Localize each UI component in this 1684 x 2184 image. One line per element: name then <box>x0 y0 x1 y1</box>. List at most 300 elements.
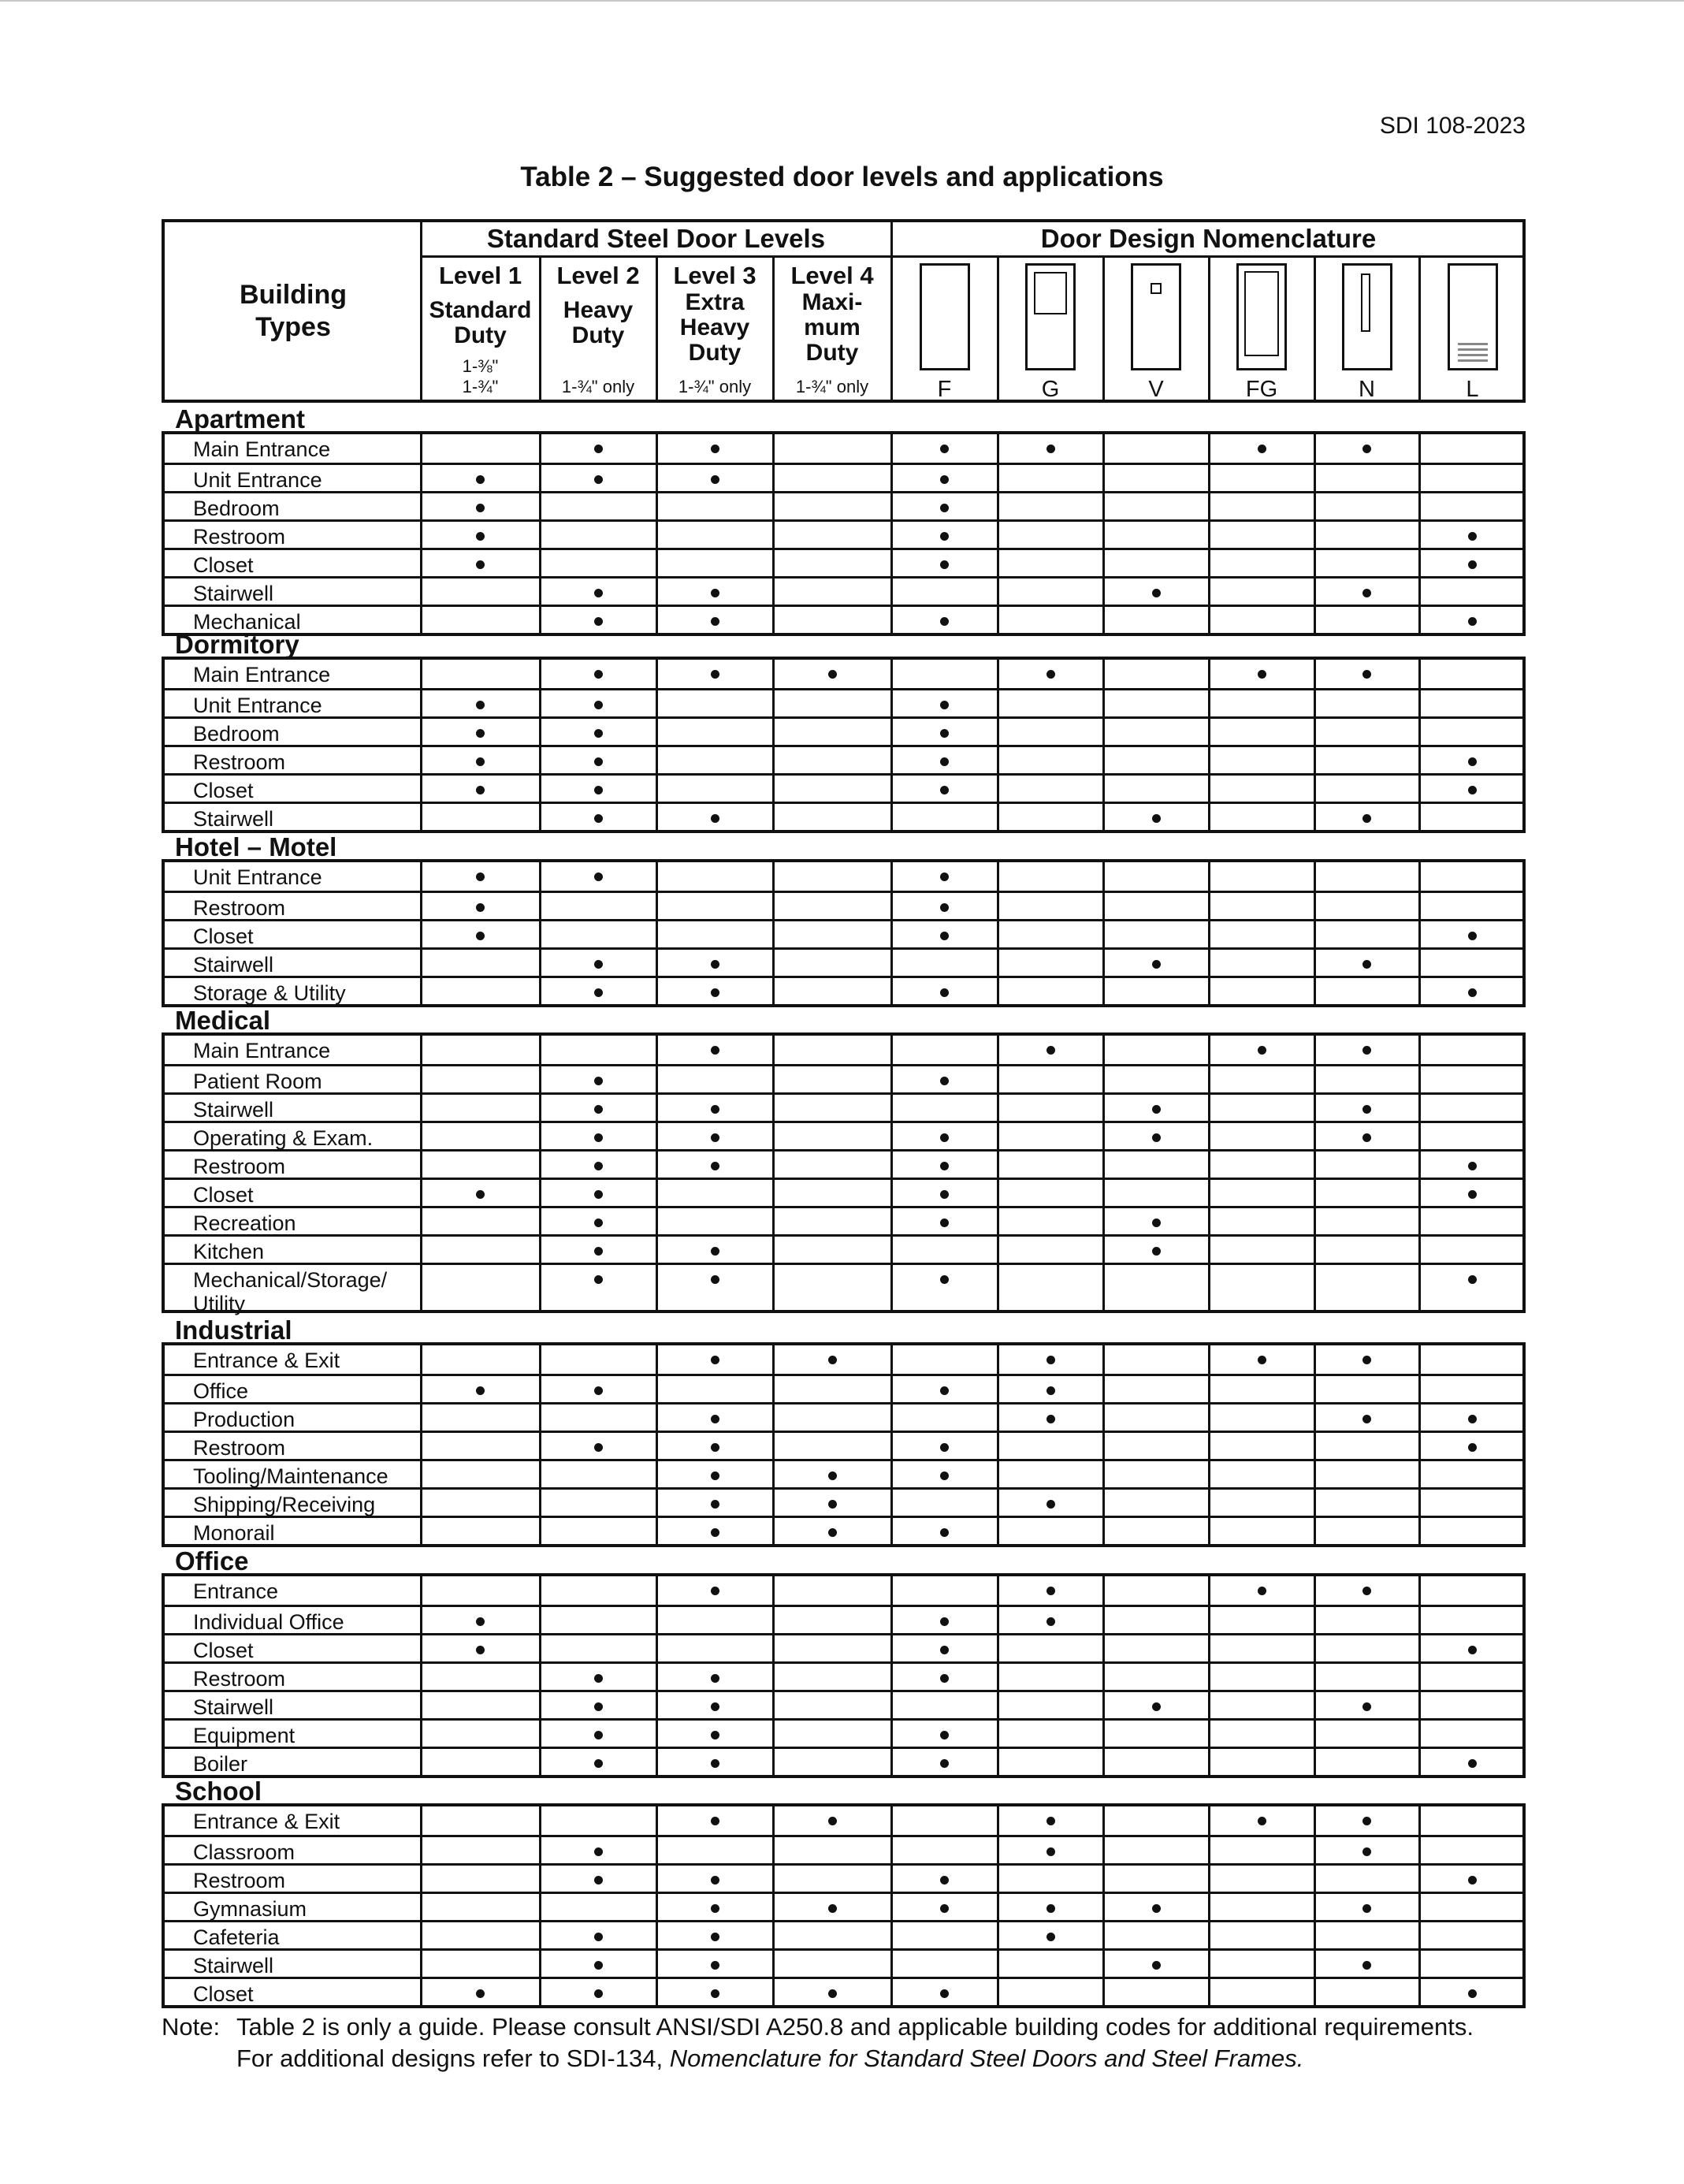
suggested-mark <box>940 988 949 997</box>
table-row <box>165 1920 1522 1951</box>
column-divider <box>1418 1036 1421 1310</box>
row-label <box>193 1211 296 1235</box>
row-label-line: Closet <box>193 1639 254 1662</box>
design-code-f: F <box>937 377 952 402</box>
suggested-mark <box>1362 1817 1371 1825</box>
column-divider <box>539 1036 541 1310</box>
row-label <box>193 468 322 492</box>
table-row <box>165 1605 1522 1635</box>
row-label <box>193 497 280 520</box>
row-label <box>193 1039 330 1062</box>
suggested-mark <box>594 1443 603 1452</box>
suggested-mark <box>594 1077 603 1085</box>
note-line-1: Table 2 is only a guide. Please consult ANSI/SDI A250.8 and applicable building codes for additional requirements. <box>236 2013 1474 2041</box>
suggested-mark <box>940 1731 949 1739</box>
row-label-line: Stairwell <box>193 953 274 977</box>
row-label <box>193 1724 295 1747</box>
column-divider <box>656 1345 658 1544</box>
suggested-mark <box>1468 560 1477 569</box>
level-description-line: Standard <box>429 297 532 323</box>
suggested-mark <box>594 1847 603 1856</box>
row-label <box>193 1521 275 1545</box>
suggested-mark <box>1468 1415 1477 1423</box>
row-label <box>193 953 273 977</box>
suggested-mark <box>1468 1989 1477 1998</box>
suggested-mark <box>828 1356 837 1364</box>
row-label <box>193 865 322 889</box>
row-label-line: Storage & Utility <box>193 981 346 1005</box>
column-divider <box>656 1576 658 1775</box>
row-label-line: Restroom <box>193 525 286 549</box>
row-label <box>193 779 254 802</box>
column-divider <box>890 1036 893 1310</box>
table-row <box>165 1576 1522 1605</box>
row-label <box>193 553 254 577</box>
column-divider <box>997 1036 999 1310</box>
suggested-mark <box>940 872 949 881</box>
table-row <box>165 1863 1522 1894</box>
column-divider <box>1208 1576 1210 1775</box>
row-label <box>193 1639 254 1662</box>
column-divider <box>772 1806 775 2005</box>
suggested-mark <box>1362 960 1371 969</box>
suggested-mark <box>711 1105 719 1114</box>
column-divider <box>1418 434 1421 633</box>
row-label <box>193 1240 264 1263</box>
table-row <box>165 548 1522 579</box>
suggested-mark <box>1046 1904 1055 1913</box>
column-divider <box>1314 1576 1316 1775</box>
row-label-line: Unit Entrance <box>193 694 322 717</box>
table-row <box>165 1374 1522 1405</box>
suggested-mark <box>476 1617 485 1626</box>
table-row <box>165 716 1522 747</box>
table-row <box>165 1345 1522 1374</box>
suggested-mark <box>594 1219 603 1227</box>
column-divider <box>1418 1806 1421 2005</box>
suggested-mark <box>594 589 603 597</box>
louver-slat <box>1458 359 1488 362</box>
suggested-mark <box>940 786 949 794</box>
row-label <box>193 1610 344 1634</box>
suggested-mark <box>1362 445 1371 453</box>
table-row <box>165 463 1522 493</box>
suggested-mark <box>711 1933 719 1941</box>
suggested-mark <box>1152 1219 1161 1227</box>
suggested-mark <box>1258 1356 1266 1364</box>
suggested-mark <box>594 786 603 794</box>
table-row <box>165 1178 1522 1208</box>
suggested-mark <box>476 903 485 912</box>
column-divider <box>1208 660 1210 830</box>
suggested-mark <box>1468 617 1477 626</box>
column-divider <box>772 862 775 1004</box>
section-title: Medical <box>175 1006 271 1035</box>
suggested-mark <box>940 1674 949 1683</box>
section-table <box>162 1573 1526 1778</box>
suggested-mark <box>711 1472 719 1480</box>
column-divider <box>1314 434 1316 633</box>
suggested-mark <box>594 988 603 997</box>
row-label-line: Closet <box>193 779 254 802</box>
row-label-line: Gymnasium <box>193 1897 307 1921</box>
column-divider <box>539 1806 541 2005</box>
suggested-mark <box>1258 445 1266 453</box>
design-column-l <box>1419 222 1526 403</box>
suggested-mark <box>711 1702 719 1711</box>
glass-panel <box>1034 272 1067 314</box>
suggested-mark <box>1046 1356 1055 1364</box>
suggested-mark <box>1468 1190 1477 1199</box>
design-code-l: L <box>1466 377 1479 402</box>
level-description-line: Duty <box>454 322 507 348</box>
table-row <box>165 1263 1522 1315</box>
suggested-mark <box>940 1219 949 1227</box>
suggested-mark <box>711 1876 719 1884</box>
louver-slat <box>1458 354 1488 356</box>
column-divider <box>890 1345 893 1544</box>
design-code-g: G <box>1041 377 1060 402</box>
section-title: Dormitory <box>175 630 299 659</box>
suggested-mark <box>594 960 603 969</box>
suggested-mark <box>711 1817 719 1825</box>
suggested-mark <box>1362 814 1371 823</box>
section-table <box>162 859 1526 1007</box>
section-table <box>162 431 1526 636</box>
table-row <box>165 688 1522 719</box>
column-divider <box>890 1806 893 2005</box>
suggested-mark <box>1362 589 1371 597</box>
suggested-mark <box>476 504 485 512</box>
row-label <box>193 694 322 717</box>
suggested-mark <box>828 1989 837 1998</box>
row-label <box>193 1925 280 1949</box>
thickness-line: 1-¾" only <box>795 377 869 396</box>
suggested-mark <box>940 1759 949 1768</box>
suggested-mark <box>711 1528 719 1537</box>
table-row <box>165 919 1522 950</box>
column-divider <box>656 1806 658 2005</box>
row-label-line: Mechanical/Storage/ <box>193 1268 388 1292</box>
table-row <box>165 1948 1522 1979</box>
column-divider <box>420 862 422 1004</box>
section-table <box>162 657 1526 833</box>
suggested-mark <box>711 960 719 969</box>
suggested-mark <box>940 617 949 626</box>
suggested-mark <box>594 1386 603 1395</box>
suggested-mark <box>1152 1702 1161 1711</box>
column-divider <box>1418 1576 1421 1775</box>
level-1-description <box>421 298 540 348</box>
row-label <box>193 1667 285 1691</box>
suggested-mark <box>711 1731 719 1739</box>
level-description-line: Duty <box>805 340 859 366</box>
column-divider <box>1314 862 1316 1004</box>
level-2-name: Level 2 <box>556 262 640 289</box>
full-glass-door-icon <box>1236 263 1287 370</box>
level-3-thickness <box>656 377 773 397</box>
design-column-n <box>1314 222 1419 403</box>
column-divider <box>1418 1345 1421 1544</box>
section-title: School <box>175 1777 262 1806</box>
column-divider <box>656 862 658 1004</box>
suggested-mark <box>711 1247 719 1256</box>
column-divider <box>420 1806 422 2005</box>
column-divider <box>1102 1345 1105 1544</box>
row-label-line: Main Entrance <box>193 437 331 461</box>
column-divider <box>539 660 541 830</box>
suggested-mark <box>1362 1961 1371 1970</box>
suggested-mark <box>476 729 485 738</box>
row-label-line: Boiler <box>193 1752 248 1776</box>
column-divider <box>1208 434 1210 633</box>
row-label-line: Stairwell <box>193 1098 274 1122</box>
suggested-mark <box>1362 1415 1371 1423</box>
level-2-thickness <box>540 377 656 397</box>
suggested-mark <box>711 1989 719 1998</box>
suggested-mark <box>594 1989 603 1998</box>
suggested-mark <box>940 757 949 766</box>
suggested-mark <box>1362 1587 1371 1595</box>
suggested-mark <box>1468 1275 1477 1284</box>
suggested-mark <box>1152 1961 1161 1970</box>
table-row <box>165 947 1522 978</box>
column-divider <box>1102 1576 1105 1775</box>
suggested-mark <box>594 1674 603 1683</box>
note-label: Note: <box>162 2013 221 2041</box>
row-label <box>193 1379 248 1403</box>
level-description-line: Duty <box>688 340 742 366</box>
table-row <box>165 576 1522 607</box>
row-label-line: Shipping/Receiving <box>193 1493 376 1516</box>
table-row <box>165 1661 1522 1692</box>
row-label-line: Restroom <box>193 896 286 920</box>
suggested-mark <box>1362 1702 1371 1711</box>
column-divider <box>1102 434 1105 633</box>
suggested-mark <box>1468 932 1477 940</box>
table-row <box>165 1690 1522 1721</box>
row-label-line: Equipment <box>193 1724 296 1747</box>
suggested-mark <box>476 1386 485 1395</box>
suggested-mark <box>711 1415 719 1423</box>
row-label-line: Main Entrance <box>193 663 331 686</box>
suggested-mark <box>940 1617 949 1626</box>
suggested-mark <box>1258 1046 1266 1055</box>
suggested-mark <box>594 757 603 766</box>
top-rule <box>0 0 1684 2</box>
suggested-mark <box>1046 1500 1055 1509</box>
suggested-mark <box>1362 1904 1371 1913</box>
row-label-line: Restroom <box>193 1667 286 1691</box>
design-column-g <box>998 222 1103 403</box>
suggested-mark <box>940 1646 949 1654</box>
suggested-mark <box>1046 1847 1055 1856</box>
column-divider <box>772 1345 775 1544</box>
table-row <box>165 1718 1522 1749</box>
suggested-mark <box>1468 1162 1477 1170</box>
suggested-mark <box>476 701 485 709</box>
suggested-mark <box>711 617 719 626</box>
table-row <box>165 434 1522 463</box>
table-row <box>165 519 1522 550</box>
suggested-mark <box>828 1500 837 1509</box>
suggested-mark <box>711 1587 719 1595</box>
column-divider <box>890 862 893 1004</box>
suggested-mark <box>940 475 949 484</box>
suggested-mark <box>711 1133 719 1142</box>
table-row <box>165 1092 1522 1123</box>
suggested-mark <box>594 1190 603 1199</box>
row-label <box>193 1982 254 2006</box>
column-divider <box>997 1345 999 1544</box>
suggested-mark <box>594 814 603 823</box>
suggested-mark <box>1046 1386 1055 1395</box>
table-row <box>165 1149 1522 1180</box>
column-divider <box>1102 862 1105 1004</box>
suggested-mark <box>940 932 949 940</box>
table-title: Table 2 – Suggested door levels and applications <box>520 162 1164 192</box>
suggested-mark <box>1258 1587 1266 1595</box>
row-label-line: Patient Room <box>193 1070 322 1093</box>
table-row <box>165 1402 1522 1433</box>
row-label-line: Main Entrance <box>193 1039 331 1062</box>
suggested-mark <box>940 560 949 569</box>
suggested-mark <box>828 1528 837 1537</box>
suggested-mark <box>940 1190 949 1199</box>
narrow-lite <box>1361 273 1370 332</box>
row-label-line: Closet <box>193 553 254 577</box>
level-description-line: Heavy <box>679 314 750 340</box>
row-label <box>193 1183 254 1207</box>
column-divider <box>772 434 775 633</box>
column-divider <box>539 1576 541 1775</box>
vision-lite-door-icon <box>1131 263 1181 370</box>
column-divider <box>1102 1036 1105 1310</box>
suggested-mark <box>1258 670 1266 679</box>
glass-door-icon <box>1025 263 1076 370</box>
thickness-line: 1-¾" <box>462 377 499 396</box>
column-divider <box>656 1036 658 1310</box>
suggested-mark <box>594 1702 603 1711</box>
column-divider <box>997 862 999 1004</box>
column-divider <box>997 1806 999 2005</box>
row-label <box>193 663 330 686</box>
section-title: Industrial <box>175 1315 292 1345</box>
suggested-mark <box>1468 1759 1477 1768</box>
suggested-mark <box>711 1275 719 1284</box>
header-levels-group: Standard Steel Door Levels <box>486 224 826 253</box>
row-label <box>193 1436 285 1460</box>
design-code-n: N <box>1359 377 1375 402</box>
suggested-mark <box>1362 1046 1371 1055</box>
design-column-v <box>1103 222 1209 403</box>
level-description-line: Extra <box>685 289 745 315</box>
suggested-mark <box>940 1443 949 1452</box>
suggested-mark <box>594 1876 603 1884</box>
row-label <box>193 722 280 746</box>
column-divider <box>539 862 541 1004</box>
suggested-mark <box>594 1105 603 1114</box>
suggested-mark <box>476 560 485 569</box>
column-divider <box>997 434 999 633</box>
row-label-line: Bedroom <box>193 722 280 746</box>
design-column-fg <box>1209 222 1314 403</box>
row-label <box>193 925 254 948</box>
row-label-line: Closet <box>193 925 254 948</box>
header-design-group: Door Design Nomenclature <box>1040 224 1377 253</box>
table-row <box>165 1234 1522 1265</box>
row-label <box>193 1464 388 1488</box>
suggested-mark <box>594 729 603 738</box>
table-row <box>165 1835 1522 1866</box>
suggested-mark <box>1362 670 1371 679</box>
suggested-mark <box>940 903 949 912</box>
row-label-line: Unit Entrance <box>193 468 322 492</box>
table-row <box>165 773 1522 804</box>
column-divider <box>1314 1806 1316 2005</box>
suggested-mark <box>1046 445 1055 453</box>
row-label-line: Stairwell <box>193 582 274 605</box>
table-row <box>165 1036 1522 1064</box>
column-divider <box>539 1345 541 1544</box>
table-row <box>165 1121 1522 1152</box>
column-divider <box>890 434 893 633</box>
row-label-line: Office <box>193 1379 249 1403</box>
section-table <box>162 1342 1526 1547</box>
suggested-mark <box>1046 1933 1055 1941</box>
row-label <box>193 1493 375 1516</box>
section-title: Apartment <box>175 404 306 433</box>
suggested-mark <box>594 1133 603 1142</box>
suggested-mark <box>711 670 719 679</box>
column-divider <box>420 660 422 830</box>
suggested-mark <box>711 1961 719 1970</box>
row-label <box>193 1098 273 1122</box>
suggested-mark <box>940 1275 949 1284</box>
level-description-line: mum <box>804 314 861 340</box>
section-title: Office <box>175 1546 249 1576</box>
column-divider <box>890 660 893 830</box>
section-table <box>162 1032 1526 1313</box>
suggested-mark <box>594 1731 603 1739</box>
row-label <box>193 1954 273 1978</box>
suggested-mark <box>940 532 949 541</box>
column-divider <box>1314 660 1316 830</box>
suggested-mark <box>828 1472 837 1480</box>
row-label-line: Classroom <box>193 1840 296 1864</box>
suggested-mark <box>1046 1046 1055 1055</box>
row-label <box>193 1408 295 1431</box>
note-line-2 <box>236 2043 1303 2074</box>
suggested-mark <box>940 445 949 453</box>
row-label-line: Restroom <box>193 1869 286 1892</box>
column-divider <box>1102 660 1105 830</box>
louver-slat <box>1458 348 1488 351</box>
suggested-mark <box>940 1162 949 1170</box>
suggested-mark <box>594 1275 603 1284</box>
table-row <box>165 605 1522 635</box>
suggested-mark <box>476 757 485 766</box>
row-label <box>193 582 273 605</box>
row-label <box>193 1810 340 1833</box>
row-label <box>193 1070 322 1093</box>
table-row <box>165 1431 1522 1461</box>
suggested-mark <box>711 589 719 597</box>
column-divider <box>420 1576 422 1775</box>
table-row <box>165 1633 1522 1664</box>
suggested-mark <box>711 1162 719 1170</box>
suggested-mark <box>711 475 719 484</box>
